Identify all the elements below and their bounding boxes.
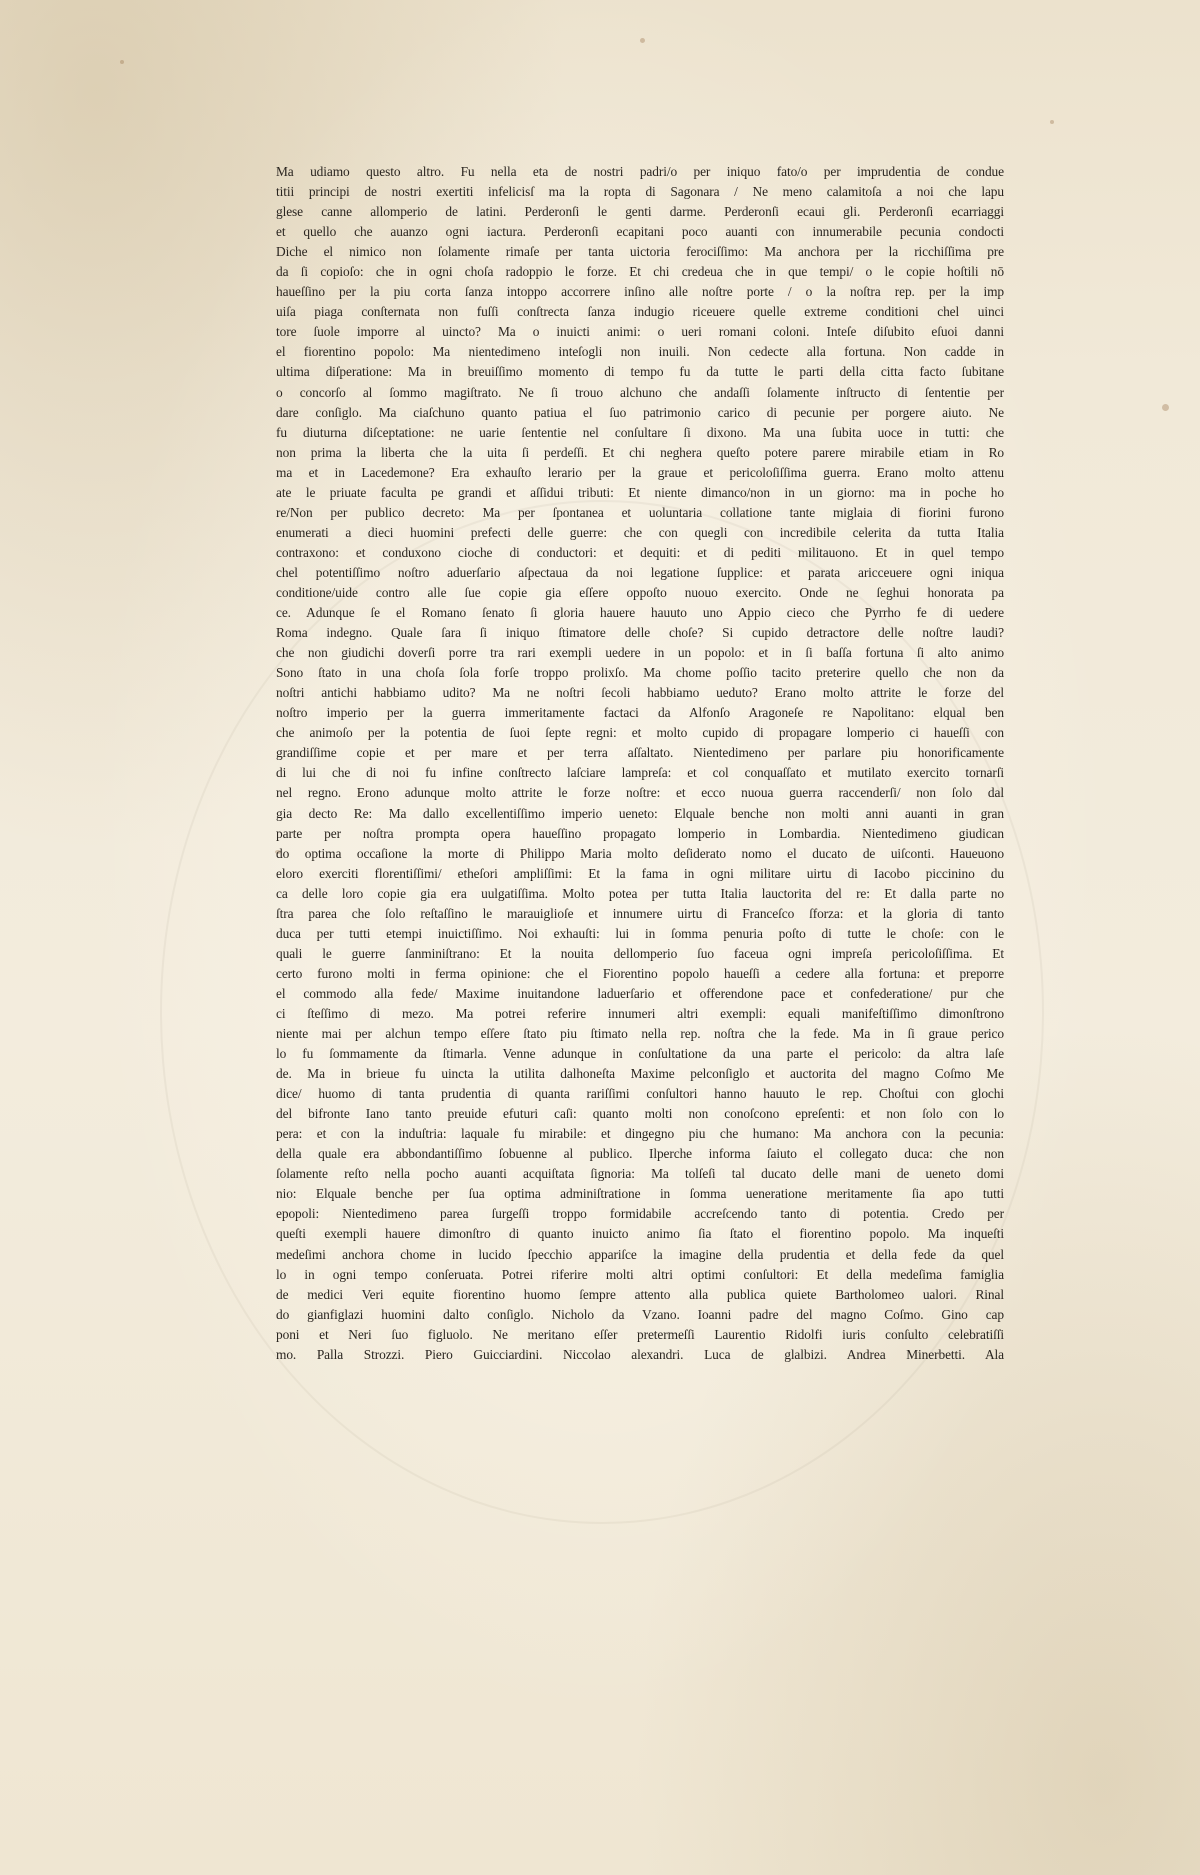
text-line: haueſſino per la piu corta ſanza intoppo accorrere inſino alle noſtre porte / o la noſtra rep. per la imp: [276, 284, 1004, 300]
text-line: Roma indegno. Quale ſara ſi iniquo ſtimatore delle choſe? Si cupido detractore delle noſtre laudi?: [276, 625, 1004, 641]
text-line: noſtri antichi habbiamo udito? Ma ne noſtri ſecoli habbiamo ueduto? Erano molto attrite le forze del: [276, 685, 1004, 701]
text-line: ſtra parea che ſolo reſtaſſino le marauiglioſe et innumere uirtu di Franceſco ſforza: et la gloria di tanto: [276, 905, 1004, 921]
text-line: tore ſuole imporre al uincto? Ma o inuicti animi: o ueri romani coloni. Inteſe diſubito eſuoi danni: [276, 324, 1004, 340]
text-line: ci ſteſſimo di mezo. Ma potrei referire innumeri altri exempli: equali manifeſtiſſimo dimonſtrono: [276, 1005, 1004, 1021]
text-line: ce. Adunque ſe el Romano ſenato ſi gloria hauere hauuto uno Appio cieco che Pyrrho fe di uedere: [276, 605, 1004, 621]
text-line: enumerati a dieci huomini prefecti delle guerre: che con quegli con incredibile celerita da tutta Italia: [276, 524, 1004, 540]
text-line: nel regno. Erono adunque molto attrite le forze noſtre: et ecco nuoua guerra raccenderſi/ non ſolo dal: [276, 785, 1004, 801]
text-line: el commodo alla fede/ Maxime inuitandone laduerſario et offerendone pace et confederatione/ pur che: [276, 985, 1004, 1001]
foxing-spot: [1162, 404, 1169, 411]
text-line: ſolamente reſto nella pocho auanti acquiſtata ſignoria: Ma tolſeſi tal ducato delle mani de ueneto domi: [276, 1166, 1004, 1182]
text-line: fu diuturna diſceptatione: ne uarie ſententie nel conſultare ſi dixono. Ma una ſubita uoce in tutti: che: [276, 424, 1004, 440]
text-line: et quello che auanzo ogni iactura. Perderonſi ecapitani poco auanti con innumerabile pecunia condocti: [276, 224, 1004, 240]
foxing-spot: [120, 60, 124, 64]
text-line: da ſi copioſo: che in ogni choſa radoppio le forze. Et chi credeua che in que tempi/ o le copie hoſtili nō: [276, 264, 1004, 280]
foxing-spot: [1050, 120, 1054, 124]
text-line: dice/ huomo di tanta prudentia di quanta rariſſimi conſultori hanno hauuto le rep. Choſtui con glochi: [276, 1086, 1004, 1102]
text-line: certo furono molti in ferma opinione: che el Fiorentino popolo haueſſi a cedere alla fortuna: et preporre: [276, 965, 1004, 981]
text-line: lo in ogni tempo conſeruata. Potrei riferire molti altri optimi conſultori: Et della medeſima famiglia: [276, 1266, 1004, 1282]
text-line: titii principi de nostri exertiti infelicisſ ma la ropta di Sagonara / Ne meno calamitoſa a noi che lapu: [276, 184, 1004, 200]
text-line: lo fu ſommamente da ſtimarla. Venne adunque in conſultatione da una parte el pericolo: da altra laſe: [276, 1046, 1004, 1062]
text-line: el fiorentino popolo: Ma nientedimeno inteſogli non inuili. Non cedecte alla fortuna. Non cadde in: [276, 344, 1004, 360]
text-line: ultima diſperatione: Ma in breuiſſimo momento di tempo fu da tutte le parti della citta facto ſubitane: [276, 364, 1004, 380]
text-line: do gianfiglazi huomini dalto conſiglo. Nicholo da Vzano. Ioanni padre del magno Coſmo. Gino cap: [276, 1306, 1004, 1322]
text-line: niente mai per alchun tempo eſſere ſtato piu ſtimato nella rep. noſtra che la fede. Ma in ſi graue perico: [276, 1026, 1004, 1042]
text-line: di lui che di noi fu infine conſtrecto laſciare lampreſa: et col conquaſſato et mutilato exercito tornarſi: [276, 765, 1004, 781]
text-line: eloro exerciti florentiſſimi/ etheſori ampliſſimi: Et la fama in ogni militare uirtu di Iacobo piccinino du: [276, 865, 1004, 881]
text-line: do optima occaſione la morte di Philippo Maria molto deſiderato nomo el ducato de uiſconti. Haueuono: [276, 845, 1004, 861]
text-line: non prima la liberta che la uita ſi perdeſſi. Et chi neghera queſto potere parere mirabile etiam in Ro: [276, 444, 1004, 460]
text-line: epopoli: Nientedimeno parea ſurgeſſi troppo formidabile accreſcendo tanto di potentia. Credo per: [276, 1206, 1004, 1222]
text-line: Ma udiamo questo altro. Fu nella eta de nostri padri/o per iniquo fato/o per imprudentia de condue: [276, 164, 1004, 179]
text-line: pera: et con la induſtria: laquale fu mirabile: et dingegno piu che humano: Ma anchora con la pecunia:: [276, 1126, 1004, 1142]
text-line: ca delle loro copie gia era uulgatiſſima. Molto potea per tutta Italia lauctorita del re: Et dalla parte no: [276, 885, 1004, 901]
text-line: Sono ſtato in una choſa ſola forſe troppo prolixſo. Ma chome poſſio tacito preterire quello che non da: [276, 665, 1004, 681]
text-line: de medici Veri equite fiorentino huomo ſempre attento alla publica quiete Bartholomeo ualori. Rinal: [276, 1286, 1004, 1302]
text-line: dare conſiglo. Ma ciaſchuno quanto patiua el ſuo patrimonio carico di pecunie per porgere aiuto. Ne: [276, 404, 1004, 420]
text-line: della quale era abbondantiſſimo ſobuenne al publico. Ilperche informa ſaiuto el collegato duca: che non: [276, 1146, 1004, 1162]
text-line: medeſimi anchora chome in lucido ſpecchio appariſce la imagine della prudentia et della fede da quel: [276, 1246, 1004, 1262]
text-line: che non giudichi doverſi porre tra rari exempli uedere in un popolo: et in ſi baſſa fortuna ſi alto animo: [276, 645, 1004, 661]
printed-text-block: [276, 162, 1004, 1385]
text-line: nio: Elquale benche per ſua optima adminiſtratione in ſomma ueneratione meritamente ſia apo tutti: [276, 1186, 1004, 1202]
text-line: quali le guerre ſanminiſtrano: Et la nouita dellomperio ſuo faceua ogni impreſa pericoloſiſſima. Et: [276, 945, 1004, 961]
foxing-spot: [640, 38, 645, 43]
text-line: contraxono: et conduxono cioche di conductori: et dequiti: et di pediti militauono. Et in quel tempo: [276, 544, 1004, 560]
text-line: che animoſo per la potentia de ſuoi ſepte regni: et molto cupido di propagare lomperio ci haueſſi con: [276, 725, 1004, 741]
text-line: ma et in Lacedemone? Era exhauſto lerario per la graue et pericoloſiſſima guerra. Erano molto attenu: [276, 464, 1004, 480]
text-line: de. Ma in brieue fu uincta la utilita dalhoneſta Maxime pelconſiglo et auctorita del magno Coſmo Me: [276, 1066, 1004, 1082]
text-line: poni et Neri ſuo figluolo. Ne meritano eſſer pretermeſſi Laurentio Ridolfi iuris conſulto celebratiſſi: [276, 1326, 1004, 1342]
text-line: re/Non per publico decreto: Ma per ſpontanea et uoluntaria collatione tante miglaia di fiorini furono: [276, 504, 1004, 520]
text-line: queſti exempli hauere dimonſtro di quanto inuicto animo ſia ſtato el fiorentino popolo. Ma inqueſti: [276, 1226, 1004, 1242]
text-line: mo. Palla Strozzi. Piero Guicciardini. Niccolao alexandri. Luca de glalbizi. Andrea Minerbetti. Ala: [276, 1346, 1004, 1362]
text-line: o concorſo al ſommo magiſtrato. Ne ſi trouo alchuno che andaſſi ſolamente inſtructo di ſententie per: [276, 384, 1004, 400]
text-line: del bifronte Iano tanto preuide efuturi caſi: quanto molti non conoſcono epreſenti: et non ſolo con lo: [276, 1106, 1004, 1122]
text-line: parte per noſtra prompta opera haueſſino propagato lomperio in Lombardia. Nientedimeno giudican: [276, 825, 1004, 841]
text-line: Diche el nimico non ſolamente rimaſe per tanta uictoria ferociſſimo: Ma anchora per la ricchiſſima pre: [276, 244, 1004, 260]
text-line: duca per tutti etempi inuictiſſimo. Noi exhauſti: lui in ſomma penuria poſto di tutte le choſe: con le: [276, 925, 1004, 941]
text-line: grandiſſime copie et per mare et per terra aſſaltato. Nientedimeno per parlare piu honorificamente: [276, 745, 1004, 761]
text-line: conditione/uide contro alle ſue copie gia eſſere oppoſto nuouo exercito. Onde ne ſeghui honorata pa: [276, 584, 1004, 600]
text-line: glese canne allomperio de latini. Perderonſi le genti darme. Perderonſi ecaui gli. Perderonſi ecarriaggi: [276, 204, 1004, 220]
text-line: uiſa piaga conſternata non fuſſi conſtrecta ſanza indugio riceuere quelle extreme conditioni chel uinci: [276, 304, 1004, 320]
text-line: noſtro imperio per la guerra immeritamente factaci da Alfonſo Aragoneſe re Napolitano: elqual ben: [276, 705, 1004, 721]
text-line: ate le priuate faculta pe grandi et aſſidui tributi: Et niente dimanco/non in un giorno: ma in poche ho: [276, 484, 1004, 500]
text-line: chel potentiſſimo noſtro aduerſario aſpectaua da noi legatione ſupplice: et parata aricceuere ogni iniqua: [276, 564, 1004, 580]
text-line: gia decto Re: Ma dallo excellentiſſimo imperio ueneto: Elquale benche non molti anni auanti in gran: [276, 805, 1004, 821]
text-line: [276, 1365, 1004, 1385]
